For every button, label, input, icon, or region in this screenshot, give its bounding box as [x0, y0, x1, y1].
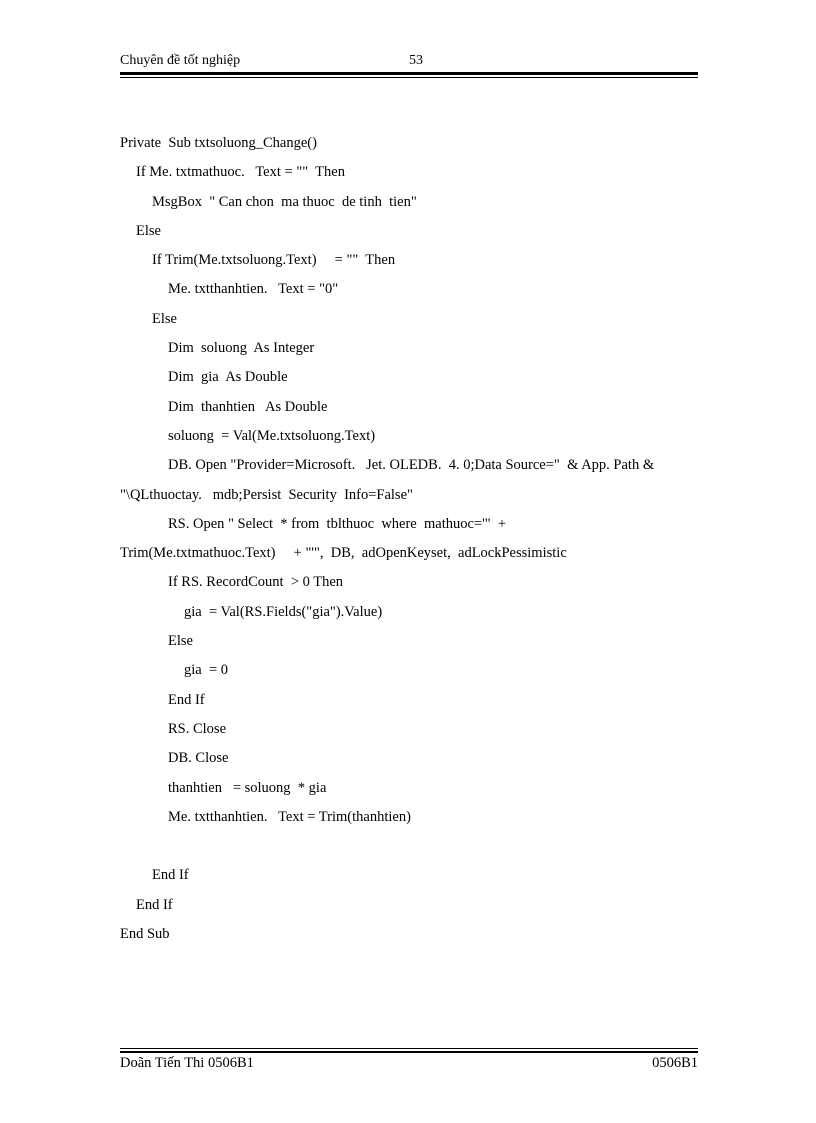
code-line: End If [168, 691, 205, 708]
page-footer [120, 1055, 698, 1075]
code-line: Me. txtthanhtien. Text = "0" [168, 281, 339, 298]
header-divider-thin [120, 77, 698, 78]
code-line: Dim gia As Double [168, 369, 288, 386]
footer-divider-thick [120, 1051, 698, 1053]
footer-author: Doãn Tiến Thi 0506B1 [120, 1055, 254, 1071]
code-line: End If [152, 867, 189, 884]
code-line: Private Sub txtsoluong_Change() [120, 135, 317, 151]
code-line: DB. Open "Provider=Microsoft. Jet. OLEDB. 4. 0;Data Source=" & App. Path & [168, 457, 655, 474]
code-line-blank [120, 836, 698, 865]
code-line: Trim(Me.txtmathuoc.Text) + "'", DB, adOpenKeyset, adLockPessimistic [120, 545, 567, 562]
code-line: MsgBox " Can chon ma thuoc de tinh tien" [152, 193, 417, 210]
code-line: DB. Close [168, 750, 229, 767]
code-line: "\QLthuoctay. mdb;Persist Security Info=False" [120, 486, 413, 503]
footer-class-code: 0506B1 [652, 1055, 698, 1071]
code-line: RS. Close [168, 720, 227, 737]
code-line: If Me. txtmathuoc. Text = "" Then [136, 164, 345, 181]
page-header [120, 53, 698, 73]
code-line: soluong = Val(Me.txtsoluong.Text) [168, 427, 376, 444]
footer-divider-thin [120, 1048, 698, 1049]
code-listing [120, 133, 698, 953]
code-line: Else [152, 310, 177, 327]
code-line: End If [136, 896, 173, 913]
code-line: Else [168, 633, 193, 650]
code-line: If Trim(Me.txtsoluong.Text) = "" Then [152, 252, 396, 269]
code-line: thanhtien = soluong * gia [168, 779, 327, 796]
code-line: Dim thanhtien As Double [168, 398, 328, 415]
header-divider-thick [120, 72, 698, 75]
code-line: gia = Val(RS.Fields("gia").Value) [184, 603, 383, 620]
header-title: Chuyên đề tốt nghiệp [120, 53, 241, 68]
code-line: gia = 0 [184, 662, 229, 679]
code-line: End Sub [120, 926, 170, 943]
code-line: RS. Open " Select * from tblthuoc where mathuoc='" + [168, 515, 507, 532]
code-line: If RS. RecordCount > 0 Then [168, 574, 344, 591]
code-line: Dim soluong As Integer [168, 340, 315, 357]
code-line: Else [136, 222, 161, 239]
page-number: 53 [409, 53, 423, 68]
code-line: Me. txtthanhtien. Text = Trim(thanhtien) [168, 808, 411, 825]
